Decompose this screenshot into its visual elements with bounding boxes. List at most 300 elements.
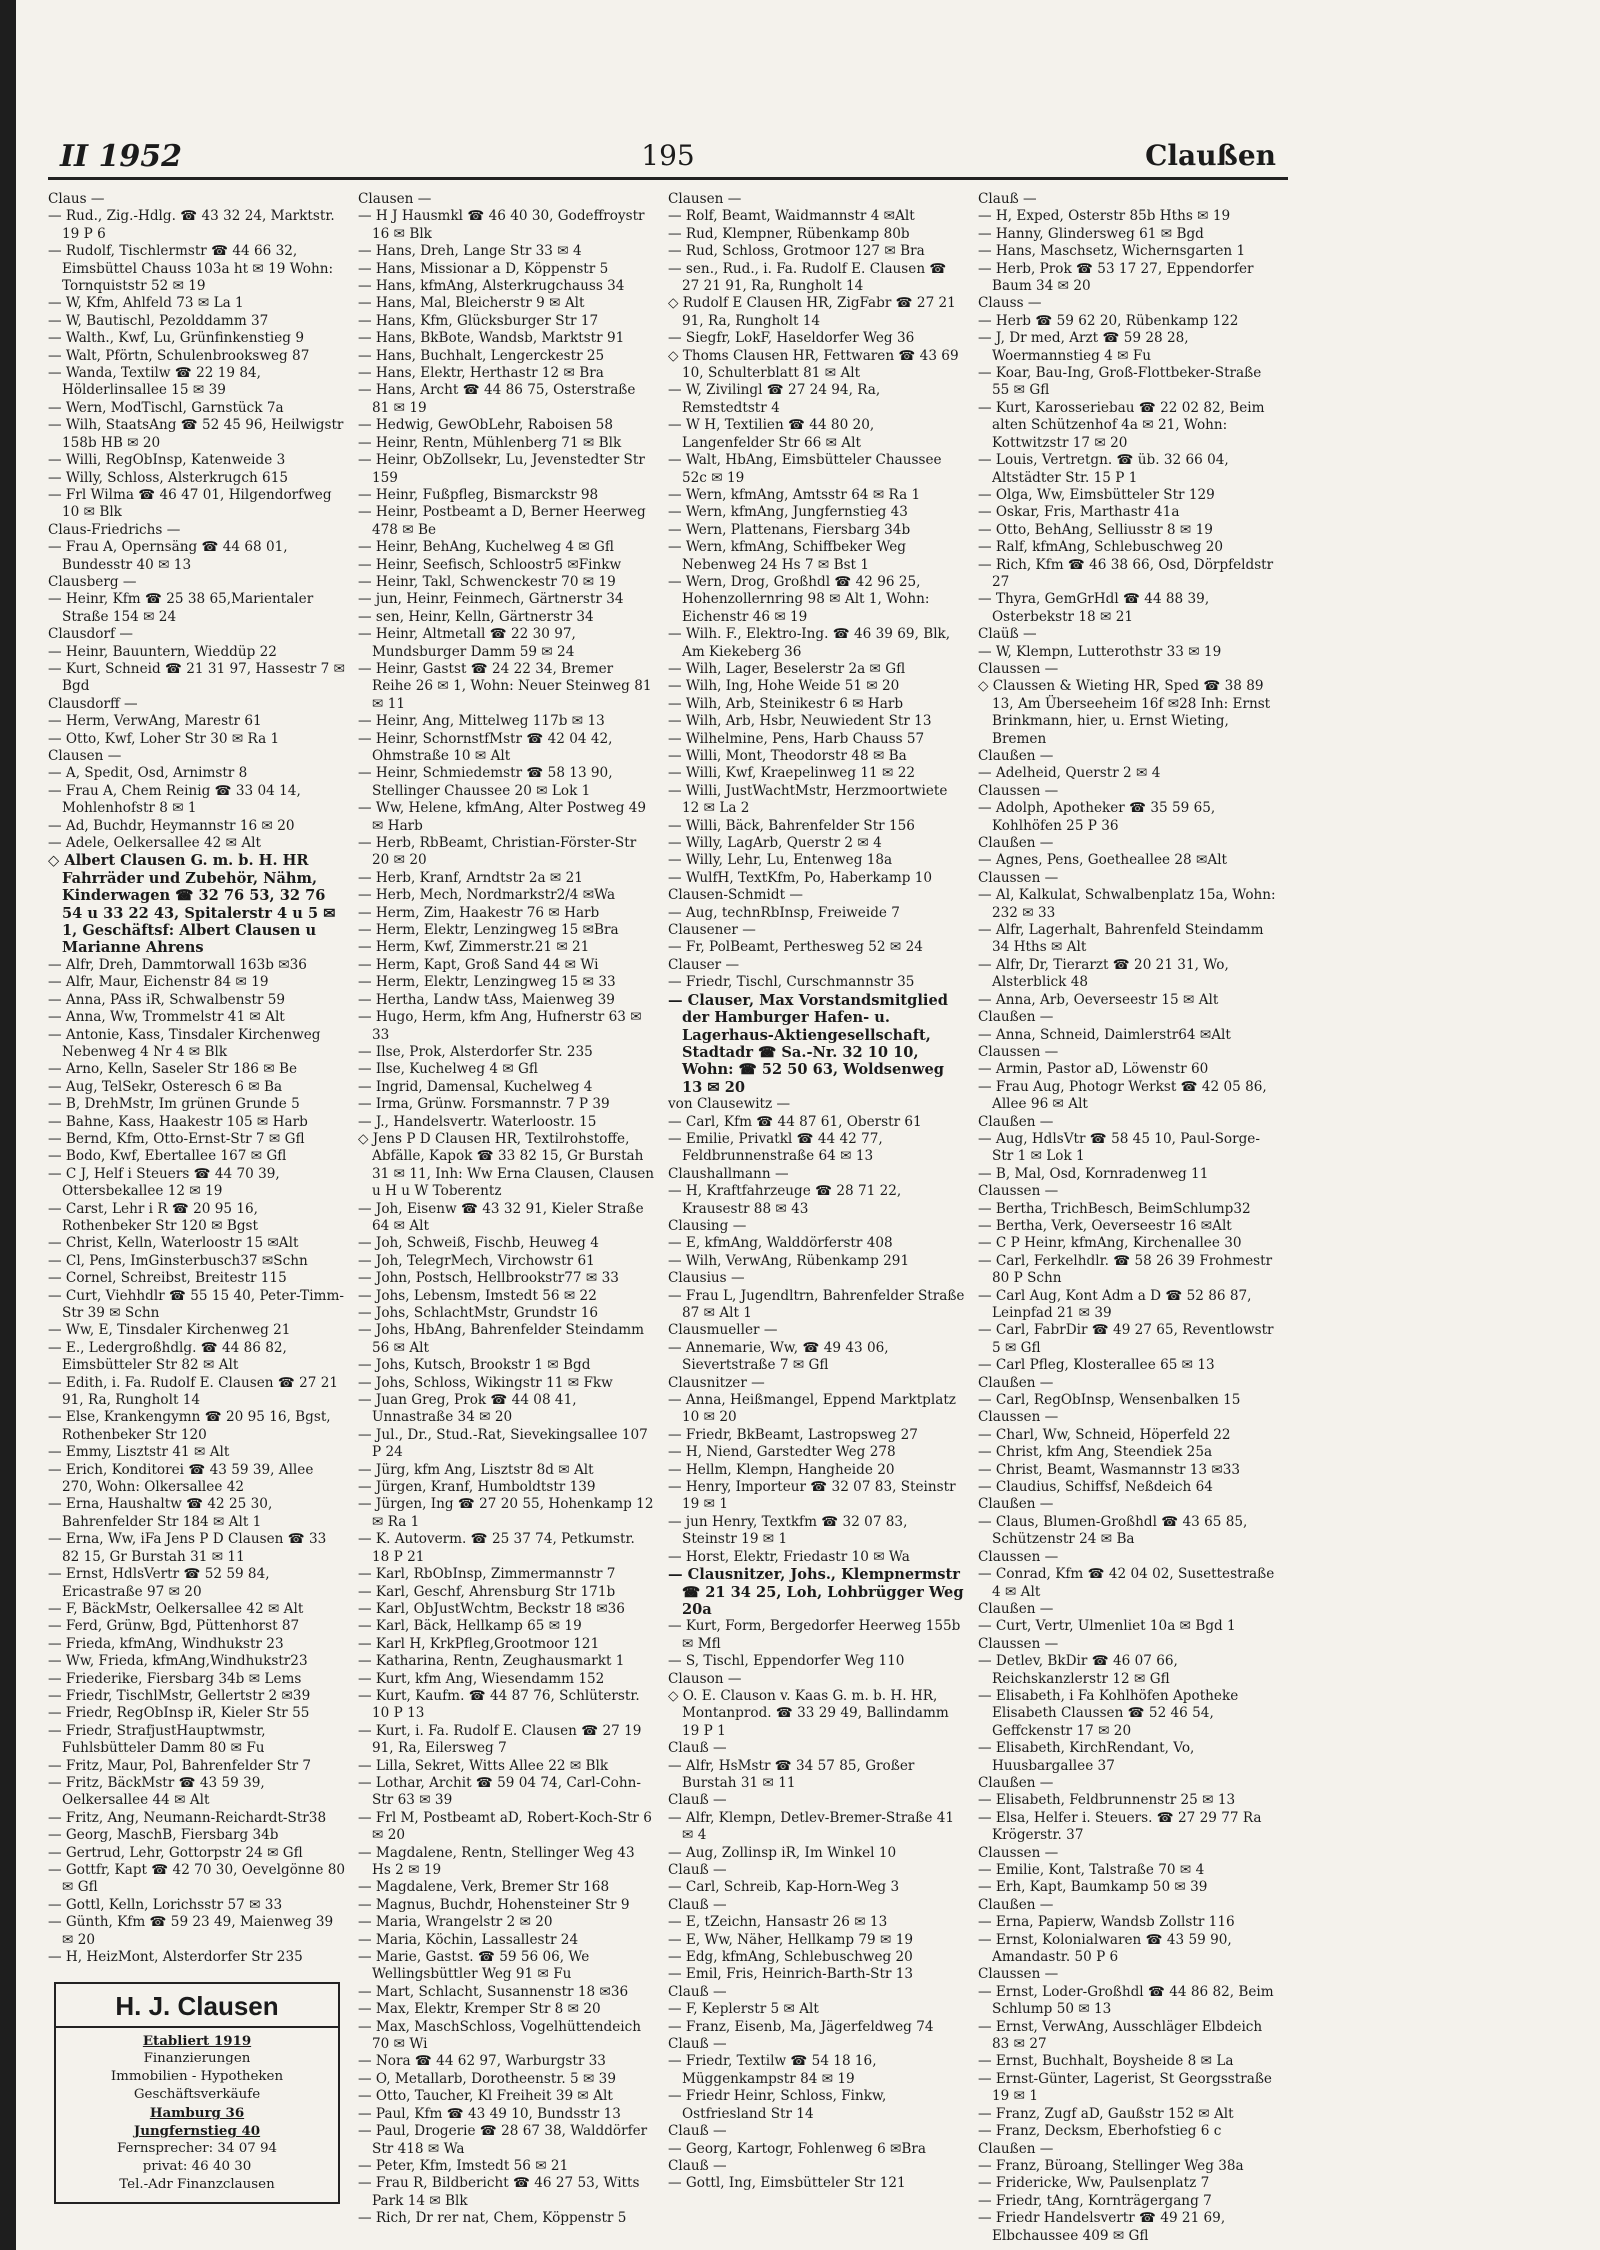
surname-heading: Claußen — <box>978 2140 1054 2157</box>
directory-entry: — Alfr, Maur, Eichenstr 84 ✉ 19 <box>48 974 269 991</box>
directory-entry: — Detlev, BkDir ☎ 46 07 66, Reichskanzlerstr 12 ✉ Gfl <box>978 1653 1178 1687</box>
directory-entry: — Franz, Büroang, Stellinger Weg 38a <box>978 2157 1244 2174</box>
directory-entry: — Carl, Kfm ☎ 44 87 61, Oberstr 61 <box>668 1113 922 1130</box>
directory-entry: — Erna, Haushaltw ☎ 42 25 30, Bahrenfelder Str 184 ✉ Alt 1 <box>48 1496 273 1530</box>
directory-entry: — Hertha, Landw tAss, Maienweg 39 <box>358 991 615 1008</box>
directory-entry: — Lothar, Archit ☎ 59 04 74, Carl-Cohn-Str 63 ✉ 39 <box>358 1774 641 1809</box>
directory-entry: — Wern, kfmAng, Amtsstr 64 ✉ Ra 1 <box>668 486 921 503</box>
directory-entry: — Frl M, Postbeamt aD, Robert-Koch-Str 6 ✉ 20 <box>358 1809 652 1844</box>
directory-entry: — Wilh, Ing, Hohe Weide 51 ✉ 20 <box>668 678 900 695</box>
surname-heading: Claußen — <box>978 1009 1054 1026</box>
directory-entry: — Juan Greg, Prok ☎ 44 08 41, Unnastraße 34 ✉ 20 <box>358 1392 577 1426</box>
directory-entry: — Walt, Pförtn, Schulenbrooksweg 87 <box>48 347 310 364</box>
directory-entry: — Alfr, Klempn, Detlev-Bremer-Straße 41 ✉ 4 <box>668 1809 955 1844</box>
directory-entry: — Frieda, kfmAng, Windhukstr 23 <box>48 1635 284 1652</box>
directory-entry: — Marie, Gastst. ☎ 59 56 06, We Wellingsbüttler Weg 91 ✉ Fu <box>358 1949 590 1983</box>
directory-entry: — Emilie, Privatkl ☎ 44 42 77, Feldbrunnenstraße 64 ✉ 13 <box>668 1130 883 1165</box>
surname-heading: Claüß — <box>978 626 1037 643</box>
directory-entry: — Friedr, StrafjustHauptwmstr, Fuhlsbütteler Damm 80 ✉ Fu <box>48 1722 266 1757</box>
directory-entry: — Friedr Handelsvertr ☎ 49 21 69, Elbchaussee 409 ✉ Gfl <box>978 2210 1226 2244</box>
directory-entry: — E, kfmAng, Walddörferstr 408 <box>668 1235 893 1252</box>
directory-entry: — Kurt, Kaufm. ☎ 44 87 76, Schlüterstr. 10 P 13 <box>358 1687 640 1722</box>
directory-entry: — Jürgen, Kranf, Humboldtstr 139 <box>358 1479 596 1496</box>
directory-entry: — Irma, Grünw. Forsmannstr. 7 P 39 <box>358 1096 610 1113</box>
surname-heading: Clauß — <box>668 1983 727 2000</box>
directory-entry: — Karl, ObJustWchtm, Beckstr 18 ✉36 <box>358 1600 625 1617</box>
directory-entry: — Carl, Schreib, Kap-Horn-Weg 3 <box>668 1879 900 1896</box>
directory-entry: — Friedr Heinr, Schloss, Finkw, Ostfriesland Str 14 <box>668 2088 887 2122</box>
directory-entry: — Aug, Zollinsp iR, Im Winkel 10 <box>668 1844 897 1861</box>
directory-entry: — Hans, Elektr, Herthastr 12 ✉ Bra <box>358 365 604 382</box>
directory-entry: — Friedr, TischlMstr, Gellertstr 2 ✉39 <box>48 1687 311 1704</box>
directory-entry: ◇ Claussen & Wieting HR, Sped ☎ 38 89 13, Am Überseeheim 16f ✉28 Inh: Ernst Brinkmann, hier, u. Ernst Wieting, Bremen <box>978 678 1271 747</box>
surname-heading: Clausius — <box>668 1270 745 1287</box>
directory-entry: — Joh, Schweiß, Fischb, Heuweg 4 <box>358 1235 599 1252</box>
directory-entry: — Johs, Schloss, Wikingstr 11 ✉ Fkw <box>358 1374 613 1391</box>
directory-entry: — H, Exped, Osterstr 85b Hths ✉ 19 <box>978 208 1231 225</box>
directory-entry: — Friedr, Tischl, Curschmannstr 35 <box>668 974 915 991</box>
directory-entry: — Carl, Ferkelhdlr. ☎ 58 26 39 Frohmestr 80 P Schn <box>978 1252 1273 1287</box>
surname-heading: Clausen — <box>358 191 432 207</box>
directory-entry: — Hans, Archt ☎ 44 86 75, Osterstraße 81 ✉ 19 <box>358 382 636 416</box>
directory-entry: — Fritz, Maur, Pol, Bahrenfelder Str 7 <box>48 1757 312 1774</box>
directory-entry: — Ilse, Kuchelweg 4 ✉ Gfl <box>358 1061 538 1078</box>
directory-entry: — Ernst, Loder-Großhdl ☎ 44 86 82, Beim Schlump 50 ✉ 13 <box>978 1983 1274 2018</box>
directory-entry: — Emmy, Lisztstr 41 ✉ Alt <box>48 1444 230 1461</box>
directory-entry: — Joh, TelegrMech, Virchowstr 61 <box>358 1252 595 1269</box>
directory-entry: — Heinr, Ang, Mittelweg 117b ✉ 13 <box>358 713 605 730</box>
directory-entry: — Anna, Ww, Trommelstr 41 ✉ Alt <box>48 1009 285 1026</box>
surname-heading: Claußen — <box>978 1374 1054 1391</box>
directory-entry: — Wilhelmine, Pens, Harb Chauss 57 <box>668 730 925 747</box>
directory-entry: — Alfr, HsMstr ☎ 34 57 85, Großer Burstah 31 ✉ 11 <box>668 1757 915 1791</box>
directory-entry: — Friedr, tAng, Kornträgergang 7 <box>978 2192 1212 2209</box>
advert-title: H. J. Clausen <box>56 1990 338 2028</box>
directory-entry: — Frau A, Opernsäng ☎ 44 68 01, Bundesstr 40 ✉ 13 <box>48 539 288 573</box>
surname-heading: Claussen — <box>978 1635 1059 1652</box>
surname-heading: Clauß — <box>668 1792 727 1809</box>
directory-entry: ◇ Rudolf E Clausen HR, ZigFabr ☎ 27 21 91, Ra, Rungholt 14 <box>668 295 956 329</box>
directory-entry: — Horst, Elektr, Friedastr 10 ✉ Wa <box>668 1548 910 1565</box>
directory-entry: — Kurt, Karosseriebau ☎ 22 02 82, Beim alten Schützenhof 4a ✉ 21, Wohn: Kottwitzstr 17 ✉ 20 <box>978 399 1265 451</box>
directory-entry: — Johs, Kutsch, Brookstr 1 ✉ Bgd <box>358 1357 591 1374</box>
surname-heading: Clausing — <box>668 1217 747 1234</box>
directory-entry: — Anna, Arb, Oeverseestr 15 ✉ Alt <box>978 991 1219 1008</box>
directory-entry: — Ernst, Kolonialwaren ☎ 43 59 90, Amandastr. 50 P 6 <box>978 1931 1232 1966</box>
directory-entry: — Erh, Kapt, Baumkamp 50 ✉ 39 <box>978 1879 1208 1896</box>
directory-entry: — John, Postsch, Hellbrookstr77 ✉ 33 <box>358 1270 619 1287</box>
directory-entry: — Bertha, TrichBesch, BeimSchlump32 <box>978 1200 1251 1217</box>
surname-heading: Clauß — <box>668 1896 727 1913</box>
directory-entry: — Erich, Konditorei ☎ 43 59 39, Allee 270, Wohn: Olkersallee 42 <box>48 1461 314 1496</box>
directory-entry: — Johs, HbAng, Bahrenfelder Steindamm 56 ✉ Alt <box>358 1322 645 1356</box>
scan-edge <box>0 0 16 2250</box>
directory-entry: — Conrad, Kfm ☎ 42 04 02, Susettestraße 4 ✉ Alt <box>978 1566 1275 1600</box>
directory-entry: — Alfr, Dreh, Dammtorwall 163b ✉36 <box>48 956 307 973</box>
advert-line: Finanzierungen <box>143 2051 251 2067</box>
surname-heading: Claussen — <box>978 1183 1059 1200</box>
directory-entry: — Günth, Kfm ☎ 59 23 49, Maienweg 39 ✉ 20 <box>48 1914 334 1948</box>
surname-heading: Claußen — <box>978 835 1054 852</box>
directory-entry: — Else, Krankengymn ☎ 20 95 16, Bgst, Rothenbeker Str 120 <box>48 1409 331 1443</box>
directory-entry: — WulfH, TextKfm, Po, Haberkamp 10 <box>668 869 933 886</box>
advert-telegram: Tel.-Adr Finanzclausen <box>119 2177 275 2193</box>
running-head: Claußen <box>1145 139 1276 172</box>
surname-heading: von Clausewitz — <box>668 1096 791 1113</box>
directory-entry: — E, tZeichn, Hansastr 26 ✉ 13 <box>668 1914 888 1931</box>
directory-entry: ◇ Jens P D Clausen HR, Textilrohstoffe, Abfälle, Kapok ☎ 33 82 15, Gr Burstah 31 ✉ 11, Inh: Ww Erna Clausen, Clausen u H u W Toberentz <box>358 1130 654 1200</box>
directory-entry: — Friedr, Textilw ☎ 54 18 16, Müggenkampstr 84 ✉ 19 <box>668 2053 877 2087</box>
directory-entry: — Ernst, Buchhalt, Boysheide 8 ✉ La <box>978 2053 1234 2070</box>
directory-entry: — C J, Helf i Steuers ☎ 44 70 39, Ottersbekallee 12 ✉ 19 <box>48 1165 280 1200</box>
directory-entry: — B, Mal, Osd, Kornradenweg 11 <box>978 1165 1209 1182</box>
directory-entry: — Heinr, Fußpfleg, Bismarckstr 98 <box>358 486 599 503</box>
surname-heading: Clausdorff — <box>48 695 138 712</box>
directory-entry: — Anna, Heißmangel, Eppend Marktplatz 10 ✉ 20 <box>668 1392 956 1426</box>
directory-entry: — Willi, Mont, Theodorstr 48 ✉ Ba <box>668 748 907 764</box>
directory-entry: — Heinr, Rentn, Mühlenberg 71 ✉ Blk <box>358 434 622 451</box>
directory-entry: — Katharina, Rentn, Zeughausmarkt 1 <box>358 1653 625 1670</box>
directory-entry: — Wern, ModTischl, Garnstück 7a <box>48 399 284 416</box>
directory-entry: — Herb, Prok ☎ 53 17 27, Eppendorfer Baum 34 ✉ 20 <box>978 260 1254 295</box>
directory-entry: — Fr, PolBeamt, Perthesweg 52 ✉ 24 <box>668 939 923 956</box>
directory-entry: — Adolph, Apotheker ☎ 35 59 65, Kohlhöfen 25 P 36 <box>978 800 1216 834</box>
directory-entry: — Rich, Dr rer nat, Chem, Köppenstr 5 <box>358 2210 627 2227</box>
directory-entry: — Clausnitzer, Johs., Klempnermstr ☎ 21 34 25, Loh, Lohbrügger Weg 20a <box>668 1566 964 1618</box>
directory-entry: — Annemarie, Ww, ☎ 49 43 06, Sievertstraße 7 ✉ Gfl <box>668 1339 889 1374</box>
directory-entry: — Heinr, Bauuntern, Wieddüp 22 <box>48 643 277 660</box>
column-1 <box>48 191 346 2204</box>
directory-entry: — Wern, kfmAng, Jungfernstieg 43 <box>668 504 908 521</box>
surname-heading: Claussen — <box>978 1844 1059 1861</box>
column-4 <box>978 191 1276 2245</box>
directory-entry: — Friedr, BkBeamt, Lastropsweg 27 <box>668 1426 918 1443</box>
directory-entry: — Herm, Kapt, Groß Sand 44 ✉ Wi <box>358 956 599 973</box>
directory-entry: — Mart, Schlacht, Susannenstr 18 ✉36 <box>358 1983 629 2000</box>
directory-entry: — Wern, Plattenans, Fiersbarg 34b <box>668 521 911 538</box>
directory-entry: — Charl, Ww, Schneid, Höperfeld 22 <box>978 1426 1231 1443</box>
directory-entry: — Willi, JustWachtMstr, Herzmoortwiete 12 ✉ La 2 <box>668 782 948 817</box>
directory-entry: — Aug, TelSekr, Osteresch 6 ✉ Ba <box>48 1078 283 1095</box>
directory-entry: — Ww, E, Tinsdaler Kirchenweg 21 <box>48 1322 291 1339</box>
surname-heading: Clausen-Schmidt — <box>668 887 803 904</box>
directory-entry: — Koar, Bau-Ing, Groß-Flottbeker-Straße 55 ✉ Gfl <box>978 365 1262 399</box>
directory-entry: — Hanny, Glindersweg 61 ✉ Bgd <box>978 225 1204 242</box>
directory-entry: — A, Spedit, Osd, Arnimstr 8 <box>48 765 248 782</box>
directory-entry: — Bertha, Verk, Oeverseestr 16 ✉Alt <box>978 1217 1232 1234</box>
directory-entry: — Armin, Pastor aD, Löwenstr 60 <box>978 1061 1209 1078</box>
surname-heading: Claußen — <box>978 748 1054 764</box>
surname-heading: Clausen — <box>668 191 742 207</box>
surname-heading: Clauß — <box>668 2157 727 2174</box>
directory-entry: — Ernst-Günter, Lagerist, St Georgsstraße 19 ✉ 1 <box>978 2070 1272 2105</box>
directory-entry: — Otto, Taucher, Kl Freiheit 39 ✉ Alt <box>358 2088 613 2105</box>
directory-entry: — Heinr, Seefisch, Schloostr5 ✉Finkw <box>358 556 622 573</box>
directory-entry: — Ww, Helene, kfmAng, Alter Postweg 49 ✉ Harb <box>358 800 647 834</box>
advert-box <box>54 1982 340 2204</box>
surname-heading: Clauß — <box>668 2036 727 2053</box>
directory-entry: — Rud, Schloss, Grotmoor 127 ✉ Bra <box>668 243 925 260</box>
directory-entry: — Jürgen, Ing ☎ 27 20 55, Hohenkamp 12 ✉ Ra 1 <box>358 1496 654 1530</box>
directory-entry: — Cl, Pens, ImGinsterbusch37 ✉Schn <box>48 1252 308 1269</box>
directory-entry: — Bahne, Kass, Haakestr 105 ✉ Harb <box>48 1113 308 1130</box>
directory-entry: — W, Kfm, Ahlfeld 73 ✉ La 1 <box>48 295 244 312</box>
surname-heading: Claußen — <box>978 1774 1054 1791</box>
surname-heading: Claussen — <box>978 1409 1059 1426</box>
directory-entry: — Frau A, Chem Reinig ☎ 33 04 14, Mohlenhofstr 8 ✉ 1 <box>48 782 301 817</box>
directory-entry: — Louis, Vertretgn. ☎ üb. 32 66 04, Altstädter Str. 15 P 1 <box>978 452 1229 486</box>
directory-entry: — Franz, Zugf aD, Gaußstr 152 ✉ Alt <box>978 2105 1234 2122</box>
directory-entry: — Kurt, i. Fa. Rudolf E. Clausen ☎ 27 19 91, Ra, Eilersweg 7 <box>358 1722 642 1757</box>
directory-entry: — Erna, Papierw, Wandsb Zollstr 116 <box>978 1914 1235 1931</box>
advert-line: Immobilien - Hypotheken <box>110 2069 284 2085</box>
page-header <box>48 135 1288 180</box>
directory-entry: — Otto, Kwf, Loher Str 30 ✉ Ra 1 <box>48 730 280 747</box>
directory-entry: — Ernst, VerwAng, Ausschläger Elbdeich 83 ✉ 27 <box>978 2018 1263 2053</box>
directory-entry: — Wilh. F., Elektro-Ing. ☎ 46 39 69, Blk, Am Kiekeberg 36 <box>668 626 951 660</box>
directory-entry: — Christ, Beamt, Wasmannstr 13 ✉33 <box>978 1461 1241 1478</box>
directory-entry: — Kurt, Schneid ☎ 21 31 97, Hassestr 7 ✉ Bgd <box>48 660 345 695</box>
directory-entry: — Alfr, Lagerhalt, Bahrenfeld Steindamm 34 Hths ✉ Alt <box>978 922 1264 956</box>
directory-entry: — Hans, Missionar a D, Köppenstr 5 <box>358 260 609 277</box>
directory-entry: — Olga, Ww, Eimsbütteler Str 129 <box>978 486 1215 503</box>
surname-heading: Claus-Friedrichs — <box>48 521 181 538</box>
directory-entry: — Gottfr, Kapt ☎ 42 70 30, Oevelgönne 80 ✉ Gfl <box>48 1862 346 1896</box>
directory-entry: — Adelheid, Querstr 2 ✉ 4 <box>978 765 1161 782</box>
directory-entry: — Rudolf, Tischlermstr ☎ 44 66 32, Eimsbüttel Chauss 103a ht ✉ 19 Wohn: Tornquiststr 52 ✉ 19 <box>48 243 334 295</box>
advert-city: Hamburg 36 <box>149 2105 245 2122</box>
directory-entry: — Ilse, Prok, Alsterdorfer Str. 235 <box>358 1043 593 1060</box>
surname-heading: Clausberg — <box>48 573 137 590</box>
directory-entry: — Arno, Kelln, Saseler Str 186 ✉ Be <box>48 1061 297 1078</box>
directory-entry: — Aug, technRbInsp, Freiweide 7 <box>668 904 900 921</box>
directory-entry: — E., Ledergroßhdlg. ☎ 44 86 82, Eimsbütteler Str 82 ✉ Alt <box>48 1339 287 1374</box>
directory-entry: — Henry, Importeur ☎ 32 07 83, Steinstr 19 ✉ 1 <box>668 1479 956 1513</box>
directory-entry: — Elsa, Helfer i. Steuers. ☎ 27 29 77 Ra Krögerstr. 37 <box>978 1809 1262 1844</box>
directory-entry: — Nora ☎ 44 62 97, Warburgstr 33 <box>358 2053 606 2070</box>
directory-entry: — Gottl, Ing, Eimsbütteler Str 121 <box>668 2175 906 2192</box>
directory-entry: — Ferd, Grünw, Bgd, Püttenhorst 87 <box>48 1618 300 1635</box>
directory-entry: — K. Autoverm. ☎ 25 37 74, Petkumstr. 18 P 21 <box>358 1531 635 1565</box>
directory-entry: — Willy, LagArb, Querstr 2 ✉ 4 <box>668 835 882 852</box>
directory-entry: — Kurt, kfm Ang, Wiesendamm 152 <box>358 1670 605 1687</box>
directory-entry: — Fritz, BäckMstr ☎ 43 59 39, Oelkersallee 44 ✉ Alt <box>48 1774 265 1809</box>
directory-entry: — Erna, Ww, iFa Jens P D Clausen ☎ 33 82 15, Gr Burstah 31 ✉ 11 <box>48 1531 327 1565</box>
directory-entry: — Heinr, Altmetall ☎ 22 30 97, Mundsburger Damm 59 ✉ 24 <box>358 626 576 660</box>
directory-entry: — Rolf, Beamt, Waidmannstr 4 ✉Alt <box>668 208 915 225</box>
directory-entry: — H, HeizMont, Alsterdorfer Str 235 <box>48 1949 303 1966</box>
directory-entry: — Paul, Kfm ☎ 43 49 10, Bundsstr 13 <box>358 2105 621 2122</box>
directory-entry: — Friedr, RegObInsp iR, Kieler Str 55 <box>48 1705 310 1722</box>
directory-entry: — Karl, Bäck, Hellkamp 65 ✉ 19 <box>358 1618 582 1635</box>
directory-entry: — Franz, Decksm, Eberhofstieg 6 c <box>978 2123 1222 2140</box>
directory-entry: — Edg, kfmAng, Schlebuschweg 20 <box>668 1949 913 1966</box>
directory-entry: ◇ O. E. Clauson v. Kaas G. m. b. H. HR, Montanprod. ☎ 33 29 49, Ballindamm 19 P 1 <box>668 1687 949 1739</box>
directory-entry: — F, Keplerstr 5 ✉ Alt <box>668 2001 819 2018</box>
directory-entry: — Heinr, BehAng, Kuchelweg 4 ✉ Gfl <box>358 539 614 556</box>
volume-year: II 1952 <box>60 139 183 174</box>
directory-entry: — Wilh, VerwAng, Rübenkamp 291 <box>668 1252 910 1269</box>
directory-entry: — Christ, kfm Ang, Steendiek 25a <box>978 1444 1213 1461</box>
directory-entry: — Hugo, Herm, kfm Ang, Hufnerstr 63 ✉ 33 <box>358 1009 642 1043</box>
directory-entry: — Wern, kfmAng, Schiffbeker Weg Nebenweg 24 Hs 7 ✉ Bst 1 <box>668 539 906 573</box>
directory-entry: — Edith, i. Fa. Rudolf E. Clausen ☎ 27 21 91, Ra, Rungholt 14 <box>48 1374 339 1409</box>
directory-entry: — Heinr, SchornstfMstr ☎ 42 04 42, Ohmstraße 10 ✉ Alt <box>358 730 613 764</box>
directory-entry: — Heinr, ObZollsekr, Lu, Jevenstedter Str 159 <box>358 452 645 486</box>
directory-entry: — Magnus, Buchdr, Hohensteiner Str 9 <box>358 1896 630 1913</box>
surname-heading: Clausener — <box>668 922 756 939</box>
directory-entry: — Jürg, kfm Ang, Lisztstr 8d ✉ Alt <box>358 1461 594 1478</box>
advert-phone-private: privat: 46 40 30 <box>142 2159 252 2175</box>
surname-heading: Claussen — <box>978 1043 1059 1060</box>
directory-entry: — Ernst, HdlsVertr ☎ 52 59 84, Ericastraße 97 ✉ 20 <box>48 1566 270 1600</box>
directory-entry: — Johs, SchlachtMstr, Grundstr 16 <box>358 1305 599 1321</box>
surname-heading: Claushallmann — <box>668 1165 789 1182</box>
surname-heading: Clauson — <box>668 1670 742 1687</box>
directory-entry: — Jul., Dr., Stud.-Rat, Sievekingsallee 107 P 24 <box>358 1426 648 1461</box>
directory-entry: — Oskar, Fris, Marthastr 41a <box>978 504 1180 521</box>
directory-entry: — Fritz, Ang, Neumann-Reichardt-Str38 <box>48 1809 327 1826</box>
directory-entry: — Walt, HbAng, Eimsbütteler Chaussee 52c ✉ 19 <box>668 452 942 486</box>
directory-page <box>48 135 1288 2244</box>
directory-entry: — Heinr, Postbeamt a D, Berner Heerweg 478 ✉ Be <box>358 504 646 538</box>
surname-heading: Clauß — <box>668 2123 727 2140</box>
directory-entry: — Elisabeth, i Fa Kohlhöfen Apotheke Elisabeth Claussen ☎ 52 46 54, Geffckenstr 17 ✉ 20 <box>978 1687 1239 1739</box>
directory-entry: — W, Bautischl, Pezolddamm 37 <box>48 312 269 329</box>
directory-entry: — Carl Aug, Kont Adm a D ☎ 52 86 87, Leinpfad 21 ✉ 39 <box>978 1287 1252 1321</box>
column-2 <box>358 191 656 2228</box>
surname-heading: Clauß — <box>668 1740 727 1757</box>
directory-entry: — Antonie, Kass, Tinsdaler Kirchenweg Nebenweg 4 Nr 4 ✉ Blk <box>48 1026 321 1060</box>
directory-entry: — Herb, Mech, Nordmarkstr2/4 ✉Wa <box>358 887 616 904</box>
directory-entry: — Ww, Frieda, kfmAng,Windhukstr23 <box>48 1653 308 1670</box>
directory-entry: — Herm, Zim, Haakestr 76 ✉ Harb <box>358 904 600 921</box>
surname-heading: Claussen — <box>978 869 1059 886</box>
directory-entry: — Hellm, Klempn, Hangheide 20 <box>668 1461 895 1478</box>
directory-entry: — Claudius, Schiffsf, Neßdeich 64 <box>978 1479 1213 1496</box>
directory-entry: — Herm, Kwf, Zimmerstr.21 ✉ 21 <box>358 939 590 956</box>
surname-heading: Claußen — <box>978 1896 1054 1913</box>
advert-line: Geschäftsverkäufe <box>133 2087 261 2103</box>
directory-entry: — Elisabeth, KirchRendant, Vo, Huusbargallee 37 <box>978 1740 1195 1774</box>
directory-entry: — O, Metallarb, Dorotheenstr. 5 ✉ 39 <box>358 2070 616 2087</box>
directory-entry: — E, Ww, Näher, Hellkamp 79 ✉ 19 <box>668 1931 914 1948</box>
directory-entry: — Wilh, Arb, Hsbr, Neuwiedent Str 13 <box>668 713 932 730</box>
directory-entry: — Willi, Kwf, Kraepelinweg 11 ✉ 22 <box>668 765 915 782</box>
surname-heading: Clauser — <box>668 956 740 973</box>
directory-entry: — Magdalene, Verk, Bremer Str 168 <box>358 1879 610 1896</box>
directory-entry: — J, Dr med, Arzt ☎ 59 28 28, Woermannstieg 4 ✉ Fu <box>978 330 1189 364</box>
directory-entry: — Herb ☎ 59 62 20, Rübenkamp 122 <box>978 312 1239 329</box>
directory-entry: — Alfr, Dr, Tierarzt ☎ 20 21 31, Wo, Alsterblick 48 <box>978 956 1229 991</box>
directory-entry: — Anna, Schneid, Daimlerstr64 ✉Alt <box>978 1026 1231 1043</box>
directory-entry: — sen, Heinr, Kelln, Gärtnerstr 34 <box>358 608 594 625</box>
surname-heading: Clausmueller — <box>668 1322 778 1339</box>
directory-entry: — Christ, Kelln, Waterloostr 15 ✉Alt <box>48 1235 299 1252</box>
advert-established: Etabliert 1919 <box>142 2033 252 2050</box>
directory-entry: — Thyra, GemGrHdl ☎ 44 88 39, Osterbekstr 18 ✉ 21 <box>978 591 1210 625</box>
directory-entry: — Peter, Kfm, Imstedt 56 ✉ 21 <box>358 2157 569 2174</box>
directory-entry: — W H, Textilien ☎ 44 80 20, Langenfelder Str 66 ✉ Alt <box>668 417 875 451</box>
directory-entry: — Hans, Kfm, Glücksburger Str 17 <box>358 312 599 329</box>
surname-heading: Clausen — <box>48 748 122 764</box>
directory-entry: — Max, Elektr, Kremper Str 8 ✉ 20 <box>358 2001 601 2018</box>
advert-phone: Fernsprecher: 34 07 94 <box>116 2141 278 2157</box>
directory-entry: — Friederike, Fiersbarg 34b ✉ Lems <box>48 1670 302 1687</box>
directory-entry: — Hedwig, GewObLehr, Raboisen 58 <box>358 417 613 434</box>
directory-entry: — Magdalene, Rentn, Stellinger Weg 43 Hs 2 ✉ 19 <box>358 1844 635 1878</box>
directory-entry: — Bodo, Kwf, Ebertallee 167 ✉ Gfl <box>48 1148 287 1165</box>
directory-entry: — Hans, kfmAng, Alsterkrugchauss 34 <box>358 278 625 295</box>
directory-entry: — Heinr, Schmiedemstr ☎ 58 13 90, Stellinger Chaussee 20 ✉ Lok 1 <box>358 765 613 799</box>
directory-entry: — Curt, Viehhdlr ☎ 55 15 40, Peter-Timm-Str 39 ✉ Schn <box>48 1287 344 1321</box>
directory-entry: — B, DrehMstr, Im grünen Grunde 5 <box>48 1096 300 1113</box>
directory-entry: — Heinr, Takl, Schwenckestr 70 ✉ 19 <box>358 573 616 590</box>
directory-entry: — Lilla, Sekret, Witts Allee 22 ✉ Blk <box>358 1757 609 1774</box>
directory-entry: — Wilh, Arb, Steinikestr 6 ✉ Harb <box>668 695 904 712</box>
directory-entry: — Maria, Köchin, Lassallestr 24 <box>358 1931 579 1948</box>
directory-entry: — Heinr, Gastst ☎ 24 22 34, Bremer Reihe 26 ✉ 1, Wohn: Neuer Steinweg 81 ✉ 11 <box>358 660 652 712</box>
directory-entry: — Curt, Vertr, Ulmenliet 10a ✉ Bgd 1 <box>978 1618 1236 1635</box>
directory-entry: — Bernd, Kfm, Otto-Ernst-Str 7 ✉ Gfl <box>48 1130 305 1147</box>
directory-entry: ◇ Thoms Clausen HR, Fettwaren ☎ 43 69 10, Schulterblatt 81 ✉ Alt <box>668 347 959 382</box>
directory-entry: — W, Klempn, Lutterothstr 33 ✉ 19 <box>978 643 1222 660</box>
directory-entry: — Frau Aug, Photogr Werkst ☎ 42 05 86, Allee 96 ✉ Alt <box>978 1078 1267 1113</box>
directory-entry: — Wanda, Textilw ☎ 22 19 84, Hölderlinsallee 15 ✉ 39 <box>48 365 261 399</box>
directory-entry: — Willy, Lehr, Lu, Entenweg 18a <box>668 852 893 869</box>
directory-entry: — Karl, RbObInsp, Zimmermannstr 7 <box>358 1566 616 1583</box>
directory-entry: — Hans, BkBote, Wandsb, Marktstr 91 <box>358 330 625 347</box>
directory-entry: — Emilie, Kont, Talstraße 70 ✉ 4 <box>978 1862 1205 1878</box>
directory-entry: — Carl, RegObInsp, Wensenbalken 15 <box>978 1392 1241 1409</box>
directory-entry: — Hans, Mal, Bleicherstr 9 ✉ Alt <box>358 295 585 312</box>
directory-entry: — S, Tischl, Eppendorfer Weg 110 <box>668 1653 905 1670</box>
directory-entry: — Max, MaschSchloss, Vogelhüttendeich 70 ✉ Wi <box>358 2018 641 2053</box>
directory-entry: — Siegfr, LokF, Haseldorfer Weg 36 <box>668 330 915 347</box>
column-3 <box>668 191 966 2193</box>
directory-entry: — Claus, Blumen-Großhdl ☎ 43 65 85, Schützenstr 24 ✉ Ba <box>978 1513 1248 1548</box>
directory-entry: — Al, Kalkulat, Schwalbenplatz 15a, Wohn: 232 ✉ 33 <box>978 887 1276 921</box>
surname-heading: Clausdorf — <box>48 626 133 643</box>
directory-entry: — Gertrud, Lehr, Gottorpstr 24 ✉ Gfl <box>48 1844 303 1861</box>
directory-entry: — Fridericke, Ww, Paulsenplatz 7 <box>978 2175 1210 2192</box>
directory-entry: — H J Hausmkl ☎ 46 40 30, Godeffroystr 16 ✉ Blk <box>358 208 645 242</box>
surname-heading: Clauß — <box>978 191 1037 207</box>
directory-entry: — Wilh, StaatsAng ☎ 52 45 96, Heilwigstr 158b HB ✉ 20 <box>48 417 344 451</box>
directory-entry: ◇ Albert Clausen G. m. b. H. HR Fahrräder und Zubehör, Nähm, Kinderwagen ☎ 32 76 53, 32 76 54 u 33 22 43, Spitalerstr 4 u 5 ✉ 1, Geschäftsf: Albert Clausen u Marianne Ahrens <box>48 852 336 957</box>
surname-heading: Claußen — <box>978 1113 1054 1130</box>
directory-entry: — Hans, Dreh, Lange Str 33 ✉ 4 <box>358 243 582 260</box>
directory-entry: — jun, Heinr, Feinmech, Gärtnerstr 34 <box>358 591 624 608</box>
directory-entry: — H, Niend, Garstedter Weg 278 <box>668 1444 896 1461</box>
directory-entry: — Agnes, Pens, Goetheallee 28 ✉Alt <box>978 852 1228 869</box>
directory-entry: — Ingrid, Damensal, Kuchelweg 4 <box>358 1078 593 1095</box>
directory-entry: — Elisabeth, Feldbrunnenstr 25 ✉ 13 <box>978 1792 1236 1809</box>
directory-entry: — J., Handelsvertr. Waterloostr. 15 <box>358 1113 597 1130</box>
directory-entry: — H, Kraftfahrzeuge ☎ 28 71 22, Krausestr 88 ✉ 43 <box>668 1183 902 1217</box>
directory-entry: — Karl, Geschf, Ahrensburg Str 171b <box>358 1583 616 1600</box>
directory-entry: — Wern, Drog, Großhdl ☎ 42 96 25, Hohenzollernring 98 ✉ Alt 1, Wohn: Eichenstr 46 ✉ 19 <box>668 573 930 625</box>
directory-entry: — Joh, Eisenw ☎ 43 32 91, Kieler Straße 64 ✉ Alt <box>358 1200 644 1234</box>
surname-heading: Claus — <box>48 191 105 207</box>
directory-entry: — jun Henry, Textkfm ☎ 32 07 83, Steinstr 19 ✉ 1 <box>668 1513 908 1548</box>
directory-entry: — Ad, Buchdr, Heymannstr 16 ✉ 20 <box>48 817 295 834</box>
directory-entry: — Cornel, Schreibst, Breitestr 115 <box>48 1270 287 1287</box>
directory-entry: — Heinr, Kfm ☎ 25 38 65,Marientaler Straße 154 ✉ 24 <box>48 591 314 625</box>
surname-heading: Claußen — <box>978 1496 1054 1513</box>
directory-entry: — Otto, BehAng, Selliusstr 8 ✉ 19 <box>978 521 1213 538</box>
directory-entry: — Herm, Elektr, Lenzingweg 15 ✉ 33 <box>358 974 616 991</box>
